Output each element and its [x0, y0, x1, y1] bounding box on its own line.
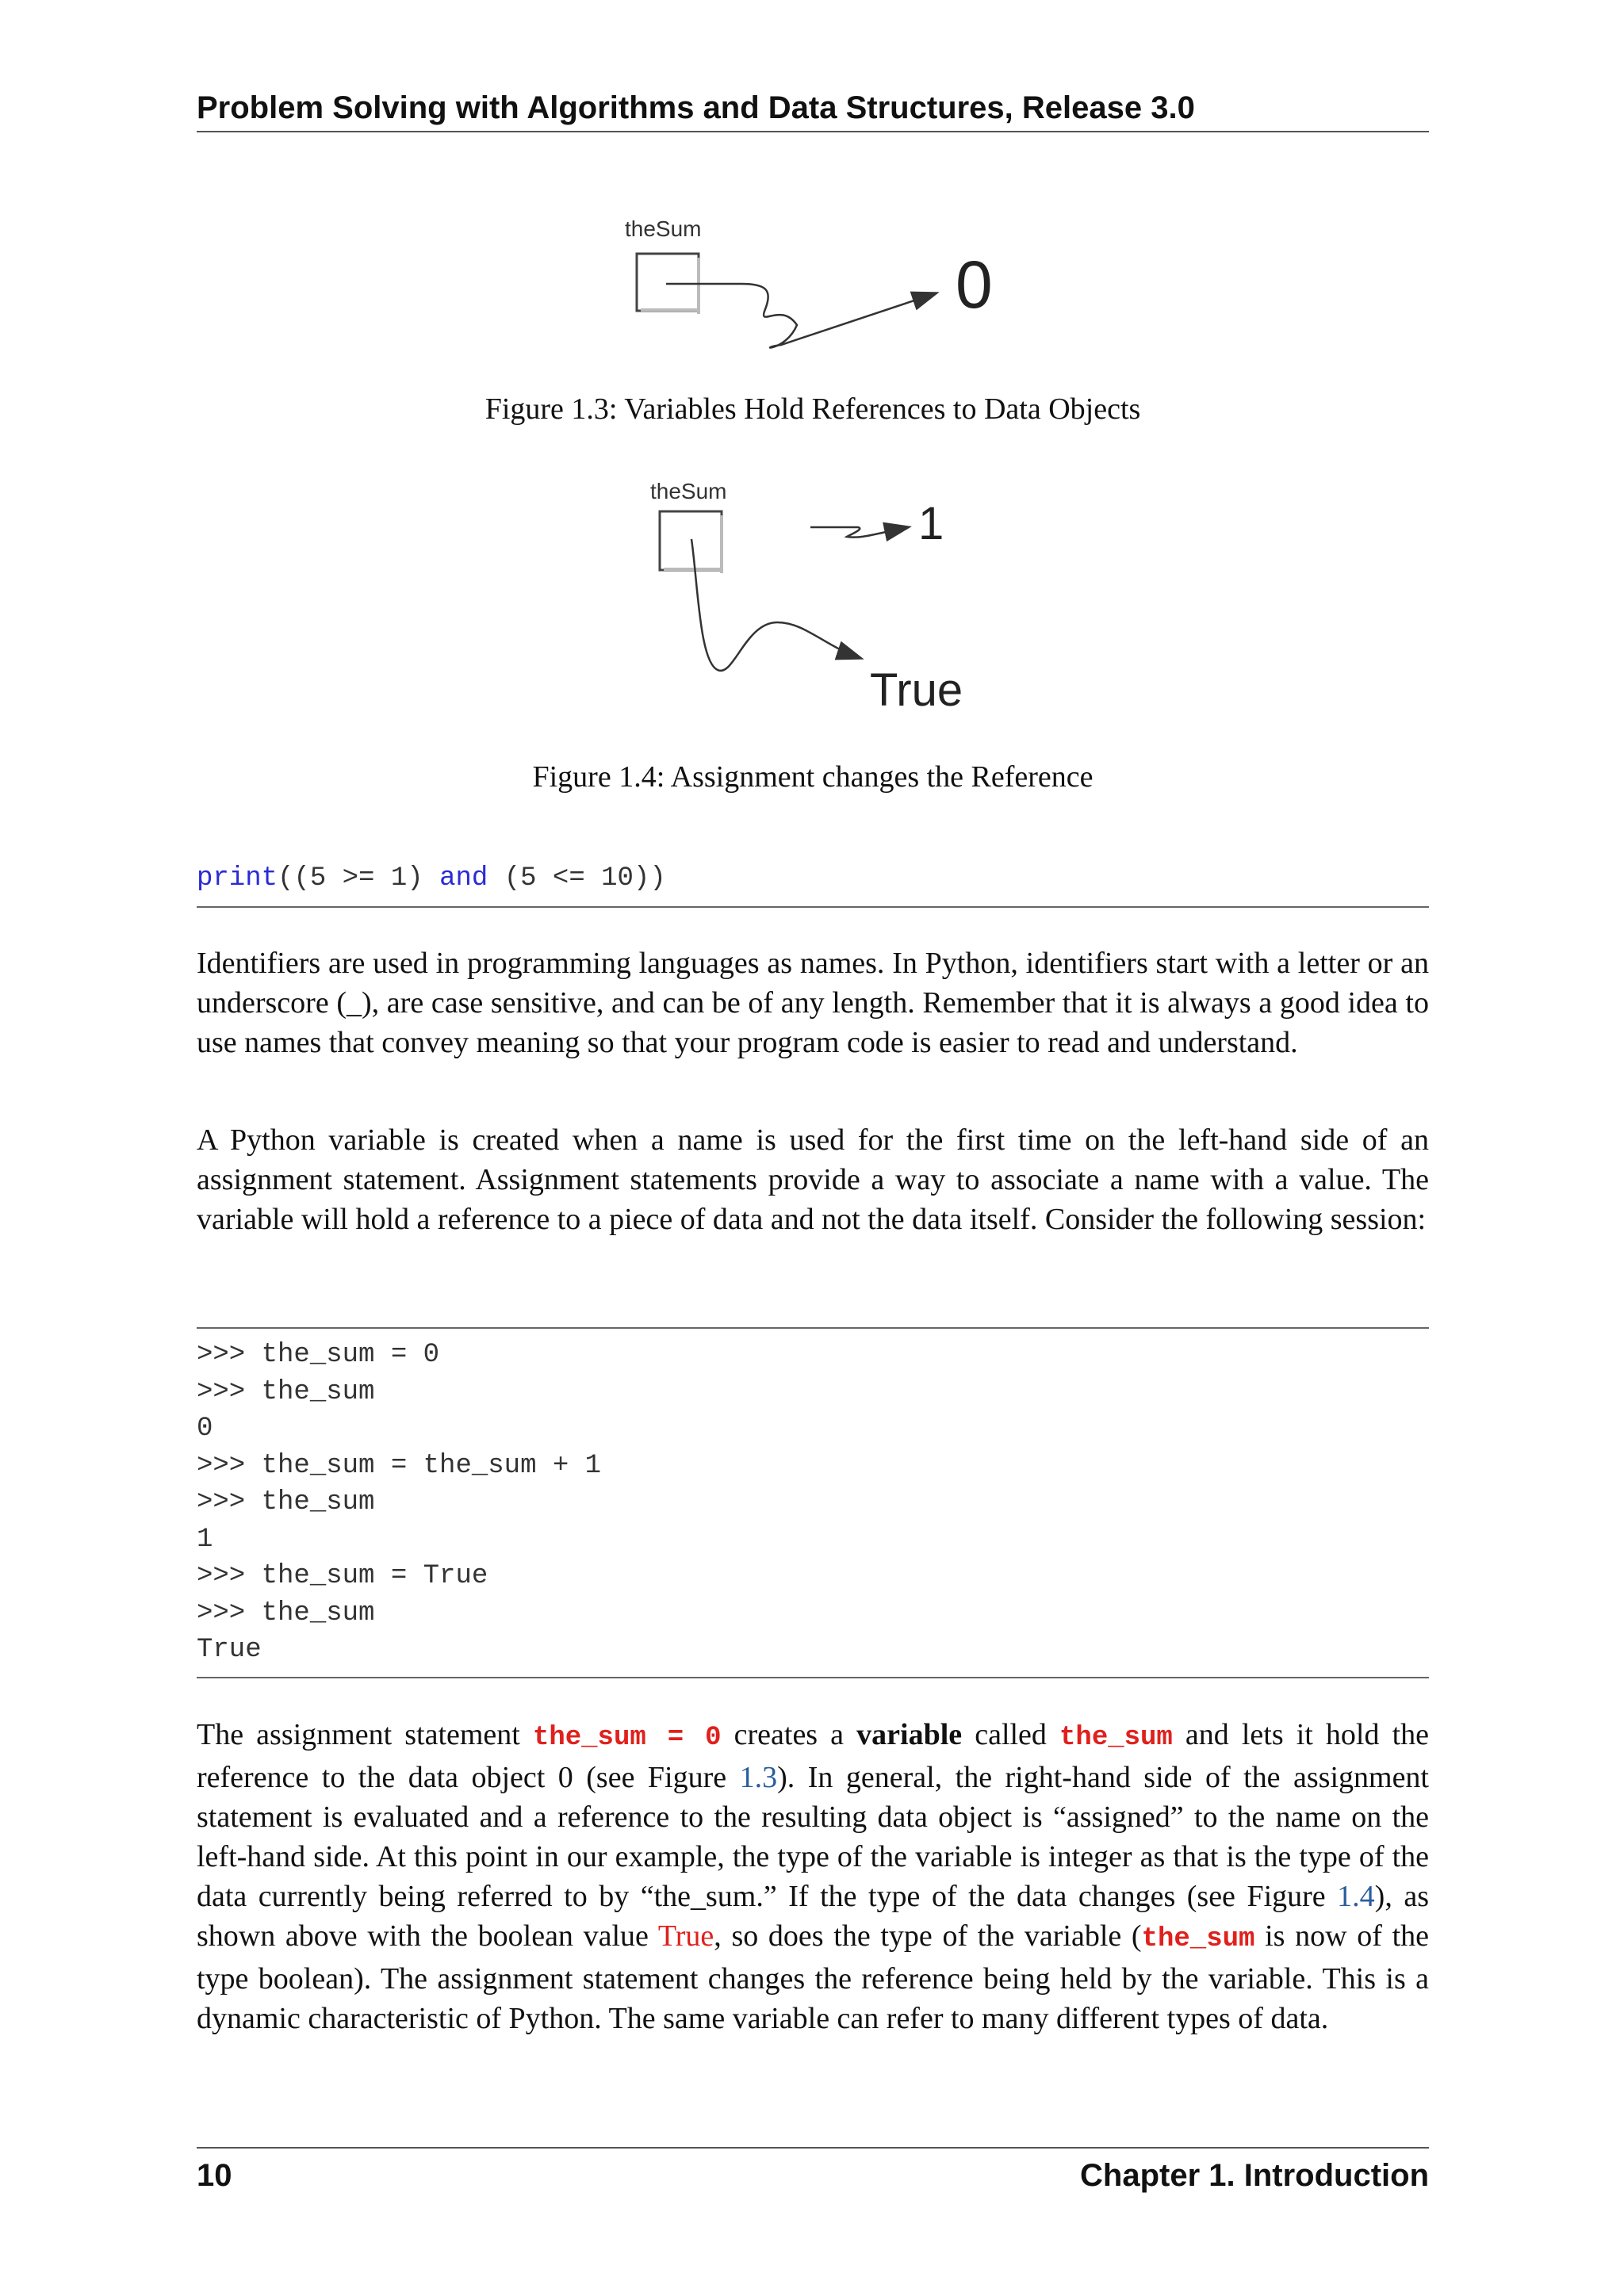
chapter-title: Chapter 1. Introduction — [1080, 2158, 1429, 2193]
session-line: >>> the_sum = True — [197, 1561, 488, 1591]
figure-1-4-var-label: theSum — [650, 479, 727, 503]
session-line: >>> the_sum — [197, 1376, 375, 1407]
session-line: True — [197, 1635, 262, 1665]
text: , so does the type of the variable ( — [714, 1919, 1142, 1953]
boolean-value: True — [657, 1919, 714, 1953]
paragraph-assignment — [197, 1715, 1429, 2038]
running-header: Problem Solving with Algorithms and Data Structures, Release 3.0 — [197, 89, 1429, 132]
session-line: >>> the_sum = 0 — [197, 1340, 440, 1370]
page-number: 10 — [197, 2158, 232, 2193]
code-example-print — [197, 860, 1429, 908]
inline-code: the_sum — [1141, 1924, 1255, 1954]
figure-1-3-value: 0 — [956, 247, 993, 322]
figure-ref-link[interactable]: 1.3 — [739, 1761, 778, 1794]
text: called — [962, 1718, 1060, 1751]
text: creates a — [721, 1718, 857, 1751]
old-reference-arrow — [810, 527, 908, 538]
text: is now of the type boolean). The assignment statement changes the reference being held by the variable. This is a dynamic characteristic of Python. The same variable can refer to many different types of data. — [197, 1919, 1429, 2035]
python-session — [197, 1327, 1429, 1678]
session-line: >>> the_sum = the_sum + 1 — [197, 1450, 602, 1481]
inline-code: the_sum — [1059, 1723, 1173, 1753]
bold-term: variable — [856, 1718, 963, 1751]
figure-1-3-diagram — [603, 214, 1031, 357]
variable-box — [637, 254, 699, 311]
variable-box — [660, 511, 722, 570]
paragraph-identifiers: Identifiers are used in programming languages as names. In Python, identifiers start with a letter or an underscore (_), are case sensitive, and can be of any length. Remember that it is always a good idea to use names that convey meaning so that your program code is easier to read and understand. — [197, 947, 1429, 1059]
inline-code: the_sum = 0 — [532, 1723, 722, 1753]
code-text: ((5 >= 1) — [278, 863, 440, 894]
text: and lets it hold the reference to the data object 0 (see Figure — [197, 1718, 1429, 1794]
session-line: 1 — [197, 1524, 213, 1555]
paragraph-variables: A Python variable is created when a name is used for the first time on the left-hand side of an assignment statement. Assignment statements provide a way to associate a name with a value. The variable will hold a reference to a piece of data and not the data itself. Consider the following session: — [197, 1123, 1429, 1236]
figure-1-3-var-label: theSum — [625, 216, 702, 241]
figure-1-4-new-value: True — [870, 664, 963, 716]
figure-1-3-caption: Figure 1.3: Variables Hold References to Data Objects — [485, 392, 1141, 426]
session-line: 0 — [197, 1414, 213, 1444]
reference-arrow — [666, 284, 936, 348]
figure-1-4-caption: Figure 1.4: Assignment changes the Reference — [532, 760, 1094, 794]
figure-1-4-diagram — [634, 472, 999, 725]
session-line: >>> the_sum — [197, 1598, 375, 1628]
session-line: >>> the_sum — [197, 1487, 375, 1517]
figure-1-4-old-value: 1 — [918, 498, 944, 549]
code-and-keyword: and — [439, 863, 488, 894]
text: ), as shown above with the boolean value — [197, 1880, 1429, 1953]
page-footer — [197, 2147, 1429, 2195]
text: The assignment statement — [197, 1718, 533, 1751]
code-print-keyword: print — [197, 863, 278, 894]
figure-ref-link[interactable]: 1.4 — [1337, 1880, 1375, 1913]
text: ). In general, the right-hand side of the assignment statement is evaluated and a reference to the resulting data object is “assigned” to the name on the left-hand side. At this point in our example, the type of the variable is integer as that is the type of the data currently being referred to by “the_sum.” If the type of the data changes (see Figure — [197, 1761, 1429, 1913]
code-text: (5 <= 10)) — [488, 863, 666, 894]
